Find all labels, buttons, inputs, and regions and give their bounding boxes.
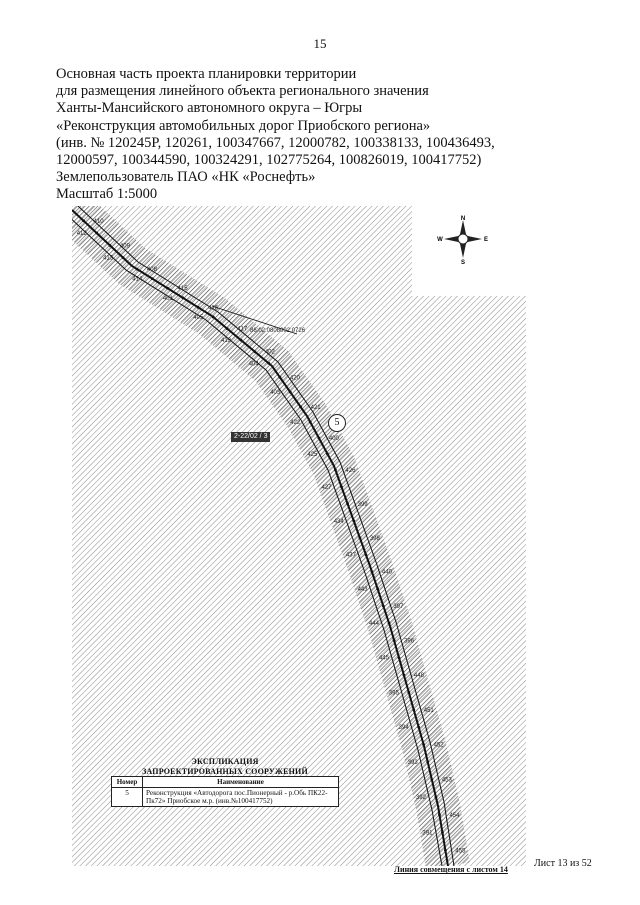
survey-point (426, 761, 429, 764)
survey-point (212, 316, 215, 319)
legend-row-name: Реконструкция «Автодорога пос.Пионерный - р.Обь ПК22-Пк72» Приобское м.р. (инв.№100417752) (143, 788, 339, 807)
survey-point (441, 831, 444, 834)
point-label: 410 (93, 218, 104, 225)
point-label: 444 (369, 621, 380, 628)
survey-point (407, 691, 410, 694)
header-line-3: Ханты-Мансийского автономного округа – Югры (56, 100, 363, 117)
legend (111, 757, 339, 807)
survey-point (317, 436, 320, 439)
legend-row-number: 5 (112, 788, 143, 807)
point-label: 445 (378, 655, 389, 662)
header-line-5: (инв. № 120245Р, 120261, 100347667, 12000782, 100338133, 100436493, (56, 134, 495, 151)
survey-point (109, 244, 112, 247)
survey-point (358, 536, 361, 539)
survey-point (417, 726, 420, 729)
point-label: 451 (423, 707, 434, 714)
scale-line: Масштаб 1:5000 (56, 186, 158, 203)
survey-point (299, 405, 302, 408)
survey-point (430, 778, 433, 781)
compass-rose-icon (436, 214, 490, 264)
survey-point (122, 256, 125, 259)
point-label: 421 (310, 404, 321, 411)
point-label: 416 (208, 305, 219, 312)
survey-point (289, 391, 292, 394)
point-label: 412 (76, 231, 87, 238)
compass-s: S (460, 260, 466, 264)
compass-e: E (483, 237, 489, 243)
document-header (56, 66, 616, 204)
point-label: 394 (398, 725, 409, 732)
point-label: 391 (422, 830, 433, 837)
survey-point (388, 622, 391, 625)
point-label: 426 (345, 467, 356, 474)
point-label: 455 (455, 848, 466, 855)
survey-point (226, 327, 229, 330)
point-label: 419 (220, 338, 232, 345)
point-label: 399 (357, 501, 368, 508)
survey-point (334, 468, 337, 471)
point-label: 395 (388, 690, 399, 697)
point-label: 437 (345, 552, 356, 559)
object-number-marker: 5 (328, 414, 346, 432)
point-label: 393 (407, 760, 418, 767)
legend-table (111, 776, 339, 807)
header-line-2: для размещения линейного объекта регионального значения (56, 83, 429, 100)
survey-point (151, 277, 154, 280)
survey-point (382, 605, 385, 608)
point-label: 420 (289, 375, 300, 382)
point-label: 425 (307, 451, 318, 458)
survey-point (412, 708, 415, 711)
compass-w: W (437, 237, 443, 243)
point-label: 396 (404, 638, 415, 645)
survey-point (181, 296, 184, 299)
point-label: 414 (132, 276, 143, 283)
survey-point (393, 639, 396, 642)
header-line-7: Землепользователь ПАО «НК «Роснефть» (56, 169, 316, 186)
survey-point (253, 350, 256, 353)
survey-point (444, 849, 447, 852)
point-label: 408 (146, 267, 157, 274)
point-label: 427 (321, 484, 332, 491)
point-label: 453 (441, 777, 452, 784)
survey-point (376, 587, 379, 590)
survey-point (422, 743, 425, 746)
survey-point (166, 287, 169, 290)
point-label: 413 (103, 255, 114, 262)
sheet-label: Лист 13 из 52 (534, 858, 592, 869)
point-label: 400 (328, 435, 339, 442)
survey-point (371, 570, 374, 573)
survey-point (365, 553, 368, 556)
point-label: 422 (290, 420, 301, 427)
point-label: 440 (381, 569, 392, 576)
point-label: 401 (162, 295, 173, 302)
legend-col-name: Наименование (143, 777, 339, 788)
survey-point (398, 656, 401, 659)
point-label: 403 (270, 390, 281, 397)
legend-col-number: Номер (112, 777, 143, 788)
survey-point (352, 519, 355, 522)
point-label: 398 (369, 535, 380, 542)
point-label: 448 (413, 673, 424, 680)
survey-point (197, 306, 200, 309)
point-label: 392 (415, 795, 426, 802)
page-number: 15 (313, 36, 327, 51)
survey-point (278, 376, 281, 379)
survey-point (438, 813, 441, 816)
point-label: 404 (248, 361, 259, 368)
point-label: 454 (449, 812, 460, 819)
point-label: 402 (264, 349, 275, 356)
point-label: 409 (119, 243, 130, 250)
header-line-1: Основная часть проекта планировки территории (56, 66, 357, 82)
legend-title-2: ЗАПРОЕКТИРОВАННЫХ СООРУЖЕНИЙ (142, 766, 308, 776)
header-line-6: 12000597, 100344590, 100324291, 102775264, 100826019, 100417752) (56, 152, 482, 169)
point-label: 452 (433, 742, 444, 749)
survey-point (95, 232, 98, 235)
survey-point (309, 421, 312, 424)
survey-point (240, 339, 243, 342)
survey-point (346, 502, 349, 505)
header-line-4: «Реконструкция автомобильных дорог Приобского региона» (56, 117, 431, 134)
point-label: 405 (193, 315, 204, 322)
survey-point (326, 452, 329, 455)
point-label: 415 (177, 286, 188, 293)
point-label: 397 (393, 603, 404, 610)
survey-point (267, 362, 270, 365)
legend-title-1: ЭКСПЛИКАЦИЯ (191, 757, 259, 766)
compass (436, 214, 490, 264)
compass-n: N (460, 216, 466, 222)
point-label: 417 (237, 326, 248, 333)
match-line-label: Линия совмещения с листом 14 (394, 865, 508, 874)
survey-point (435, 796, 438, 799)
survey-point (340, 485, 343, 488)
legend-row (112, 788, 339, 807)
survey-point (82, 219, 85, 222)
point-label: 443 (357, 586, 368, 593)
legend-header-row (112, 777, 339, 788)
object-tag: 2-22/02 / 3 (231, 432, 270, 442)
cadastral-label: 86:02:0808002:0726 (250, 328, 306, 334)
survey-point (403, 674, 406, 677)
survey-point (136, 268, 139, 271)
point-label: 434 (333, 518, 344, 525)
